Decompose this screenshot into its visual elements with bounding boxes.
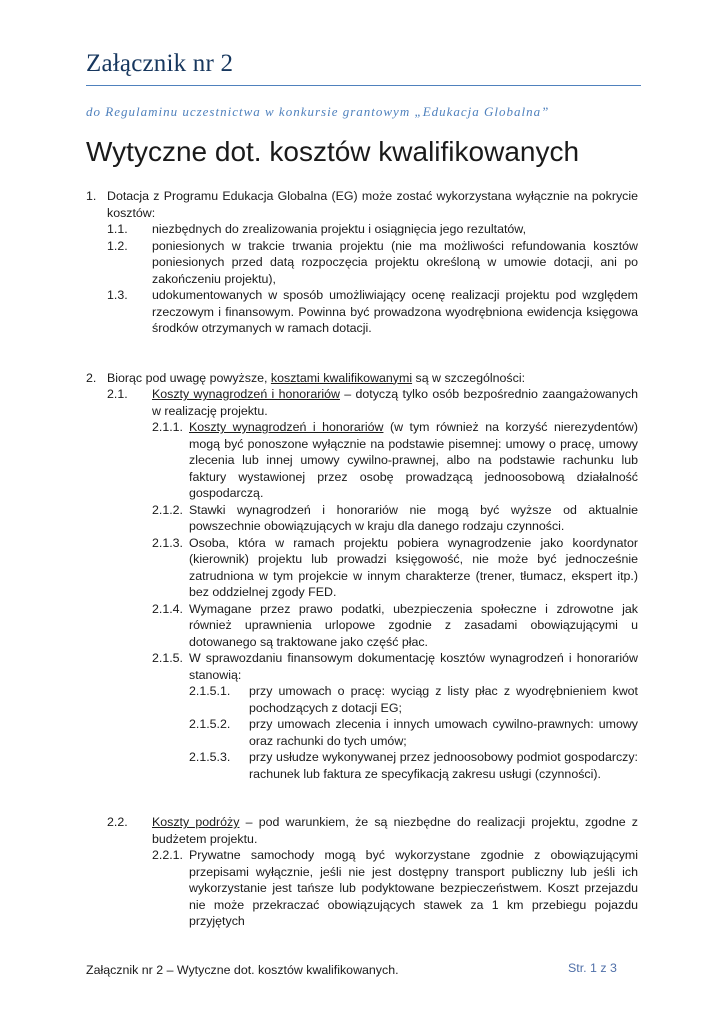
section-1 <box>86 188 638 221</box>
item-number: 2.1.5.3. <box>189 750 231 764</box>
list-item <box>152 847 638 930</box>
underlined-term: Koszty wynagrodzeń i honorariów <box>189 420 384 434</box>
list-item <box>152 419 638 502</box>
section-text: Dotacja z Programu Edukacja Globalna (EG) może zostać wykorzystana wyłącznie na pokrycie kosztów: <box>107 189 638 220</box>
page-number: Str. 1 z 3 <box>568 961 617 975</box>
item-text: udokumentowanych w sposób umożliwiający ocenę realizacji projektu pod względem rzeczowym i finansowym. Powinna być prowadzona wyodrębniona ewidencja księgowa środków otrzymanych w ramach dotacji. <box>152 288 638 335</box>
list-item <box>107 221 638 238</box>
item-number: 2.1.5.2. <box>189 717 231 731</box>
item-text: Prywatne samochody mogą być wykorzystane zgodnie z obowiązującymi przepisami wyłącznie, jeśli nie jest dostępny transport publiczny lub jeśli ich wykorzystanie jest tańsze lub podyktowane bezpieczeństwem. Koszt przejazdu nie może przekraczać obowiązujących stawek za 1 km przebiegu pojazdu przyjętych <box>189 848 638 928</box>
item-number: 2.1.5. <box>152 651 184 665</box>
item-text: Stawki wynagrodzeń i honorariów nie mogą być wyższe od aktualnie powszechnie obowiązujących w kraju dla danego rodzaju czynności. <box>189 502 638 533</box>
list-item <box>152 601 638 651</box>
item-number: 2.1.1. <box>152 420 184 434</box>
list-item <box>152 650 638 683</box>
item-text: Wymagane przez prawo podatki, ubezpieczenia społeczne i zdrowotne jak również uprawnienia urlopowe zgodnie z zasadami obowiązującymi u dotowanego są traktowane jako część płac. <box>189 601 638 649</box>
list-item <box>152 502 638 535</box>
list-item <box>107 287 638 337</box>
item-text: niezbędnych do zrealizowania projektu i osiągnięcia jego rezultatów, <box>152 222 527 236</box>
item-text: przy umowach zlecenia i innych umowach cywilno-prawnych: umowy oraz rachunki do tych umów; <box>249 717 638 748</box>
list-item <box>107 238 638 288</box>
list-item <box>189 683 638 716</box>
item-number: 1.1. <box>107 222 128 236</box>
page-heading: Wytyczne dot. kosztów kwalifikowanych <box>86 136 580 167</box>
item-number: 2.1. <box>107 387 128 401</box>
item-text: poniesionych w trakcie trwania projektu (nie ma możliwości refundowania kosztów poniesionych przed datą rozpoczęcia projektu określoną w umowie dotacji, ani po zakończeniu projektu), <box>152 238 638 286</box>
item-text: Koszty podróży – pod warunkiem, że są niezbędne do realizacji projektu, zgodne z budżetem projektu. <box>152 815 638 846</box>
header-divider <box>86 85 641 86</box>
subsection-2-1 <box>107 386 638 419</box>
list-item <box>189 716 638 749</box>
item-number: 2.1.5.1. <box>189 684 231 698</box>
footer-text: Załącznik nr 2 – Wytyczne dot. kosztów kwalifikowanych. <box>86 963 399 977</box>
item-number: 2.2. <box>107 815 128 829</box>
subsection-2-2 <box>107 814 638 847</box>
list-item <box>189 749 638 782</box>
item-number: 2.1.3. <box>152 535 184 550</box>
item-number: 2.1.4. <box>152 601 184 616</box>
section-number: 1. <box>86 189 97 203</box>
section-text: Biorąc pod uwagę powyższe, kosztami kwalifikowanymi są w szczególności: <box>107 370 526 385</box>
item-text: przy umowach o pracę: wyciąg z listy płac z wyodrębnieniem kwot pochodzących z dotacji EG; <box>249 684 638 715</box>
item-number: 2.1.2. <box>152 502 184 517</box>
item-number: 1.2. <box>107 238 128 253</box>
item-text: Koszty wynagrodzeń i honorariów – dotyczą tylko osób bezpośrednio zaangażowanych w realizację projektu. <box>152 387 638 418</box>
item-number: 2.2.1. <box>152 848 184 862</box>
document-subtitle: do Regulaminu uczestnictwa w konkursie grantowym „Edukacja Globalna” <box>86 104 550 119</box>
item-text: przy usłudze wykonywanej przez jednoosobowy podmiot gospodarczy: rachunek lub faktura ze specyfikacją zakresu usługi (czynności). <box>249 750 638 781</box>
section-number: 2. <box>86 370 97 385</box>
document-body <box>86 188 638 930</box>
document-title: Załącznik nr 2 <box>86 50 234 77</box>
underlined-term: kosztami kwalifikowanymi <box>270 370 413 385</box>
underlined-term: Koszty wynagrodzeń i honorariów <box>152 387 340 401</box>
item-number: 1.3. <box>107 288 128 302</box>
item-text: Osoba, która w ramach projektu pobiera wynagrodzenie jako koordynator (kierownik) projektu lub prowadzi księgowość, nie może być jednocześnie zatrudniona w tym projekcie w innym charakterze (trener, tłumacz, ekspert itp.) bez oddzielnej zgody FED. <box>189 535 638 599</box>
list-item <box>152 535 638 601</box>
item-text: W sprawozdaniu finansowym dokumentację kosztów wynagrodzeń i honorariów stanowią: <box>189 651 638 682</box>
item-text: Koszty wynagrodzeń i honorariów (w tym również na korzyść nierezydentów) mogą być ponoszone wyłącznie na podstawie pisemnej: umowy o pracę, umowy zlecenia lub innej umowy cywilno-prawnej, albo na podstawie rachunku lub faktury wystawionej przez osobę prowadzącą jednoosobową działalność gospodarczą. <box>189 420 638 500</box>
underlined-term: Koszty podróży <box>152 815 240 829</box>
section-2 <box>86 370 638 387</box>
